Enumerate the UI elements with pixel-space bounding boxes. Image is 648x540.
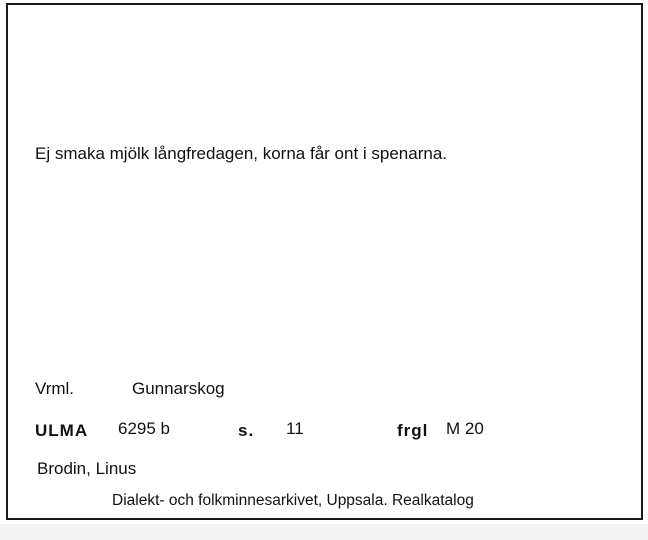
card-text: Ej smaka mjölk långfredagen, korna får ont i spenarna. [35,144,448,163]
parish-label: Gunnarskog [132,379,225,398]
questionnaire-value: M 20 [446,419,484,438]
page-bottom-edge [0,524,648,540]
archive-footer: Dialekt- och folkminnesarkivet, Uppsala. Realkatalog [112,492,474,509]
page-value: 11 [286,419,304,438]
catalog-card [6,3,643,520]
region-label: Vrml. [35,379,75,398]
author-name: Brodin, Linus [37,459,137,478]
ulma-label: ULMA [35,421,89,440]
page-label: s. [238,421,255,440]
questionnaire-label: frgl [397,421,429,440]
ulma-number: 6295 b [118,419,170,438]
